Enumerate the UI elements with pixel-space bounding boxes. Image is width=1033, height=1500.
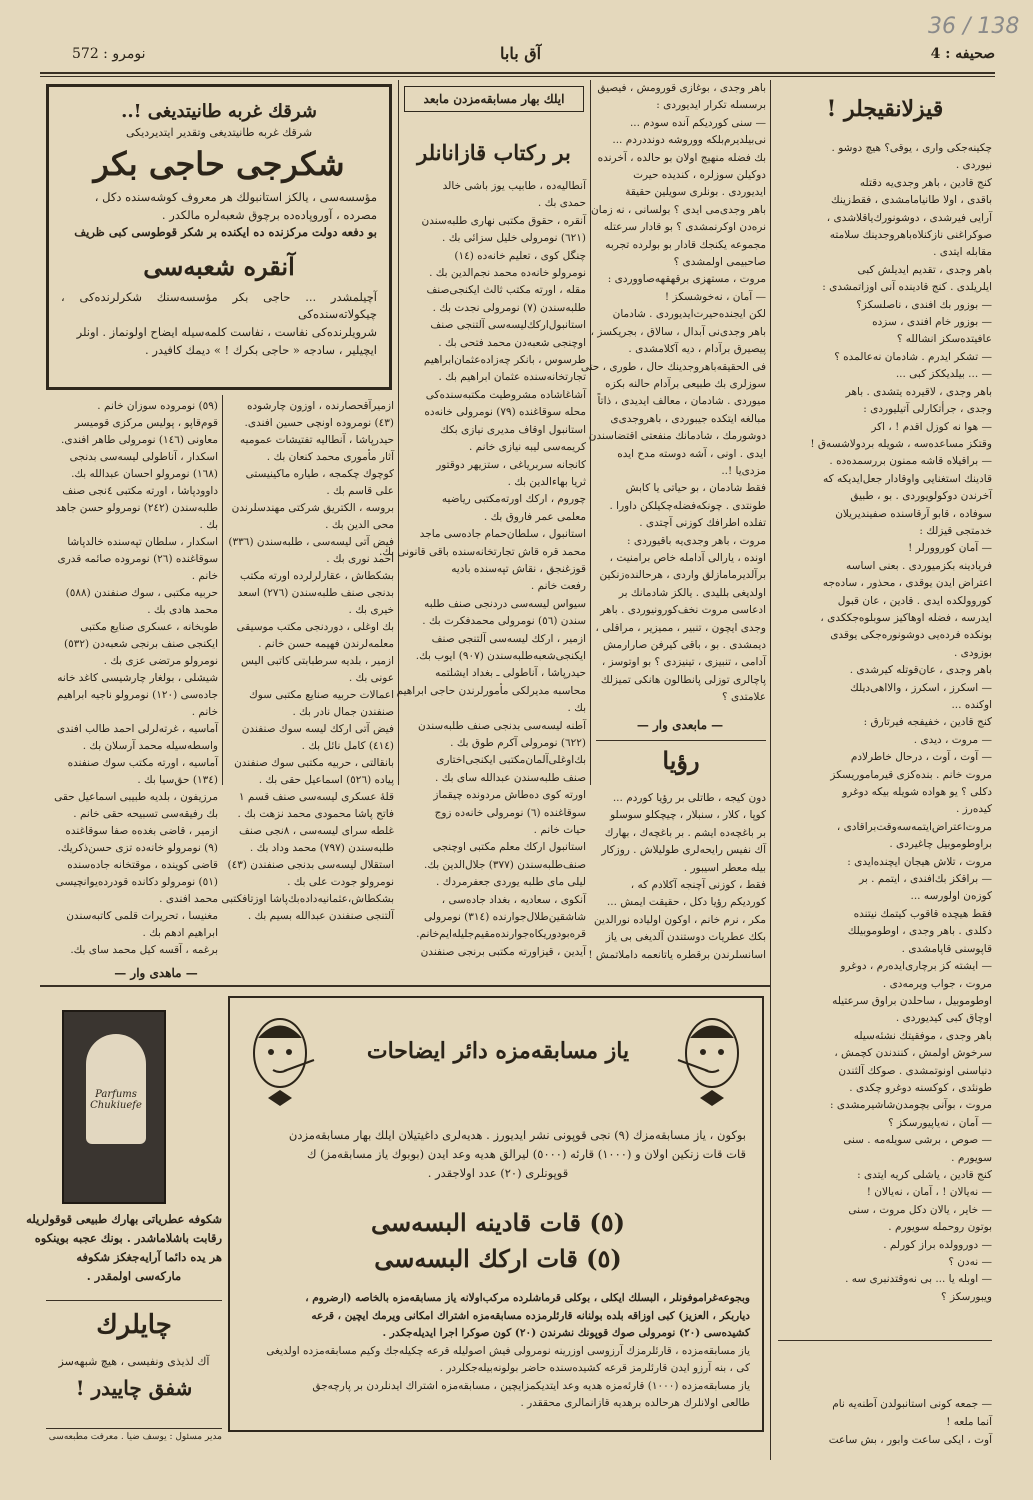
- text-line: برغمه ، آقسه كیل محمد سای بك.: [70, 944, 218, 956]
- contest-para-1: بوكون ، یاز مسابقه‌مزك (٩) نجی قوپونی نشر ایدیورز . هدیه‌لری داغیتیلان ایلك بهار مسابقه‌مزدن: [288, 1128, 746, 1142]
- text-line: آك نفیس رایحه‌لری طولیلاش . روزكار: [601, 844, 766, 857]
- text-line: (٤١٤) كامل نائل بك .: [301, 740, 394, 752]
- text-line: نومرولو مرتضی عزی بك .: [103, 655, 218, 667]
- text-line: حیدرپاشا ، آناطولی ـ بغداد ایشلتمه: [435, 667, 586, 680]
- text-line: — بوزور خام افندی ، سزده: [872, 316, 992, 329]
- text-line: سوفاده ، قابو آرقاسنده صفیندیریلان: [835, 507, 992, 520]
- text-line: صوكرا‌غنی نازكنلاه‌باهروجدینك سلامته: [829, 229, 992, 242]
- text-line: مروت ، تلاش هیجان ایچنده‌ایدی :: [847, 855, 992, 868]
- text-line: استانبول‌اركك‌لیسه‌سی آلتنجی صنف: [430, 319, 586, 332]
- masthead-rule-thin: [40, 76, 995, 77]
- text-line: (٦٢١) نومرولی خلیل سزائی بك .: [442, 232, 586, 245]
- text-line: — ... بیلدیككز كبی ...: [895, 368, 992, 381]
- editor-line: مدیر مسئول : یوسف ضیا . معرفت مطبعه‌سی: [48, 1432, 222, 1442]
- text-line: آخرندن دوكولویوردی . بو ، طبیق: [850, 490, 992, 503]
- text-line: پیصیرق برآدام ، دیه آكلامشدی .: [628, 343, 766, 356]
- text-line: — براقكز بك‌افندی ، ایتمم . بر: [859, 873, 992, 886]
- contest-para-9: یاز مسابقه‌مزده (١٠٠٠) قارئه‌مزه هدیه وعد ایتدیكمزایچین ، مسابقه‌مزه اشتراك ایدنلردن بر پارچه‌جق: [312, 1379, 750, 1392]
- text-line: علی قاسم بك .: [326, 485, 394, 497]
- text-line: بك .: [199, 519, 218, 531]
- text-line: ابراهیم ادهم بك .: [142, 927, 218, 939]
- text-line: مقله ، اورته مكتب ثالث ایكنجی‌صنف: [426, 284, 586, 297]
- perfume-text-3: هر یده دائما آرایه‌جغكز شكوفه: [76, 1250, 222, 1264]
- prize-men: (٥) قات اركك البسه‌سی: [374, 1244, 622, 1273]
- text-line: طونتدی . چونكه‌فضله‌چكیلكن داورا .: [609, 499, 766, 512]
- text-line: كوردیكم رؤیا دكل ، حقیقت ایمش ...: [606, 896, 766, 909]
- text-line: خیری بك .: [348, 604, 394, 616]
- text-line: قوم‌قاپو ، پولیس مركزی قومیسر: [74, 417, 218, 429]
- contest-para-8: كی ، بنه آرزو ایدن قارئلرمز قرعه كشیده‌سنده حاضر بولونه‌بیله‌جكلردر .: [439, 1362, 750, 1374]
- text-line: — مروت ، دیدی .: [913, 733, 992, 746]
- text-line: مزدی‌یا !..: [721, 464, 766, 477]
- text-line: فیض آتی اركك لیسه سوك صنفندن: [241, 723, 394, 735]
- contest-para-4: وبجوعه‌غراموفونلر ، البسلك ایكلی ، بوكلی قرماشلرده مركب‌اولانه‌ یاز مسابقه‌مزه بالخاصه (ارضروم ،: [305, 1292, 750, 1304]
- text-line: ازمیر ، بلدیه سرطبابتی كاتبی الیس: [241, 655, 394, 667]
- text-line: حیات خانم .: [533, 824, 586, 837]
- text-line: — براقیلاه‌ قاشه‌ ممنون بررسمده‌ده .: [829, 455, 992, 468]
- text-line: واسطه‌سیله محمد آرسلان بك .: [82, 740, 218, 752]
- text-line: سرخوش اولمش ، كنندندن كچمش ،: [834, 1047, 992, 1060]
- text-line: معلمه‌لرندن فهیمه حسن خانم .: [258, 638, 394, 650]
- story-rule: [596, 740, 766, 741]
- text-line: اوچاق كبی كیدیوردی .: [895, 1012, 992, 1025]
- text-line: فقط ، كوزنی آچنجه آكلادم كه ،: [630, 879, 766, 892]
- text-line: مجموعه‌ یكنجك قادار بو بولرده تجربه: [605, 238, 766, 251]
- text-line: كنج قادین ، خفیفجه فیرتارق :: [863, 716, 992, 729]
- text-line: اورته كوی ده‌طاش مردونده چیقماز: [433, 789, 586, 802]
- text-line: — آوت ، آوت ، درحال خاطرلادم: [850, 751, 992, 764]
- text-line: حیدرپاشا ، آنطالیه تفتیشات عمومیه: [240, 434, 394, 446]
- center-list: [378, 178, 586, 961]
- text-line: كوزه‌ن اولورسه ...: [910, 890, 992, 903]
- text-line: بشكطاش ، عقارلرلرده اورته مكتب: [240, 570, 394, 582]
- text-line: حمدی بك .: [537, 197, 586, 210]
- text-line: صنف طلبه‌سندن عبدالله سای بك .: [435, 771, 586, 784]
- text-line: آوت ، ایكی ساعت وابور ، بش ساعت: [828, 1434, 992, 1446]
- text-line: مبالغه ایتكده جیبوردی ، باهروجدی‌ی: [610, 412, 766, 425]
- contest-title: یاز مسابقه‌مزه دائر ایضاحات: [366, 1038, 630, 1064]
- right-headline: قیزلانقیجلر !: [826, 96, 944, 122]
- text-line: ایكنجی صنف برنجی شعبه‌دن (٥٣٢): [64, 638, 218, 650]
- text-line: سوزلری بك طبیعی برآدام حالنه بكزه‌: [605, 377, 766, 390]
- text-line: سندن (٥٦) نومرولی محمدفكرت بك .: [422, 615, 586, 628]
- text-line: باهر وجدی ، تقدیم ایدیلش كبی: [857, 263, 992, 276]
- issue-number: نومرو : 572: [72, 46, 146, 62]
- text-line: باهر وجدی ، بوغازی قورومش ، فیصیق: [597, 82, 766, 94]
- text-line: نومرولو خانه‌ده محمد نجم‌الدین بك .: [429, 267, 586, 280]
- archive-mark: 36 / 138: [928, 14, 1020, 39]
- text-line: آنقره ، حقوق مكتبی نهاری طلبه‌سندن: [421, 214, 586, 227]
- text-line: بك رفیقه‌سی تسبیحه حقی خانم .: [73, 808, 218, 820]
- text-line: استانبول اركك معلم مكتبی اوچنجی: [432, 841, 586, 854]
- text-line: چنگل كوی ، تعلیم خانه‌ده (١٤): [454, 249, 586, 262]
- text-line: — دوروولده براز كورلم .: [883, 1238, 992, 1251]
- text-line: تفلده‌ اطرافك كوزنی آچتدی .: [639, 517, 766, 530]
- contest-para-2: قات قات زنكین اولان و (١٠٠٠) قارئه (٥٠٠٠) لیرالق هدیه وعد ایدن (بوبوك یاز مسابقه‌مز) ك: [307, 1147, 746, 1161]
- text-line: آدامی ، تنبیزی ، تینیزدی ؟ بو اوتوسز ،: [601, 656, 766, 669]
- text-line: آطنه لیسه‌سی بدنجی صنف طلبه‌سندن: [418, 719, 586, 732]
- text-line: ازمیر ، قاضی بغده‌ه صفا سوقاغنده: [65, 825, 218, 837]
- text-line: كریمه‌سی لیبه نیازی خانم .: [469, 441, 586, 454]
- text-line: مغنیسا ، تحریرات قلمی كاتبه‌سندن: [66, 910, 218, 922]
- text-line: قره‌بودوریكاه‌جوارنده‌مقیم‌جلیله‌ایم‌خانم.: [416, 928, 586, 941]
- text-line: بونكده فرده‌یی دوشونوره‌جكی یوقدی: [830, 629, 992, 642]
- text-line: مروت خانم . بنده‌كزی قیرماموریسكز: [830, 768, 992, 781]
- dream-text: [588, 790, 766, 964]
- text-line: محاسبه مدیرلكی مأمورلرندن حاجی ابراهیم: [396, 684, 586, 697]
- ad-body-5: شرویلرنده‌كی نفاست ، نفاست كلمه‌سیله ایضاح اولونماز . اونلر: [76, 324, 377, 339]
- candy-name: شفق چاییدر !: [75, 1376, 193, 1400]
- text-line: ایدرسه ، فضله‌ اوهاكیز سوبلوه‌جككدی ،: [820, 611, 992, 624]
- text-line: فقط هیچده قاقوب كیتمك نیتنده: [853, 907, 992, 920]
- text-line: آنما ملعه !: [946, 1416, 992, 1428]
- text-line: بشكطاش،عثمانیه‌داده‌بك‌پاشا اوزتافكتبی: [221, 893, 394, 905]
- text-line: لكن ایجنده‌حیرت‌ایدیوردی . شادمان: [612, 308, 766, 321]
- ad-branch-title: آنقره شعبه‌سی: [143, 251, 295, 281]
- perfume-text-1: شكوفه عطریاتی بهارك طبیعی قوقولریله: [26, 1212, 222, 1226]
- text-line: خانم .: [191, 570, 218, 582]
- contest-para-10: طالعی اولانلرك هرحالده برهدیه قازانمالری محققدر .: [520, 1397, 750, 1409]
- ad-body-1: مؤسسه‌سی ، یالكز استانبولك هر معروف كوشه‌سنده دكل ،: [94, 190, 377, 204]
- text-line: وقتكز مساعده‌سه ، شویله بردولاشسه‌ق !: [810, 437, 992, 450]
- text-line: اوكنده ...: [951, 699, 992, 711]
- text-line: آثار مأموری محمد كنعان بك .: [266, 451, 394, 463]
- text-line: غلطه سرای لیسه‌سی ، ٨نجی صنف: [239, 825, 394, 837]
- text-line: شاشقین‌طلال‌جوارنده (٣١٤) نومرولی: [424, 911, 586, 924]
- story-text: [580, 80, 766, 707]
- ad-body-4: آچیلمشدر ... حاجی بكر مؤسسه‌سنك شكرلرنده‌كی ، چیكولاته‌سنده‌كی: [61, 289, 377, 322]
- text-line: باهر وجدی‌نی آبدال ، سالاق ، بجریكسز ،: [590, 325, 766, 338]
- text-line: سیواس لیسه‌سی دردنجی صنف طلبه: [424, 597, 586, 610]
- text-line: چكینه‌جكی واری ، یوقی؟ هیچ دوشو .: [831, 142, 992, 154]
- editor-rule: [46, 1428, 222, 1429]
- text-line: استانبول اوقاف مدیری نیازی بكك: [440, 423, 586, 436]
- text-line: احمد نوری بك .: [326, 553, 394, 565]
- col-sep-left: [222, 395, 223, 785]
- text-line: دكلی ؟ یو هواده شویله بیكه دوغرو: [842, 786, 992, 799]
- contest-para-7: یاز مسابقه‌مزده ، قارئلرمزك آرزوسی اوزرینه نومرولی فیش اصولیله قرعه چكیله‌جك وكیم مسابقه‌مزده اولدیغی: [266, 1344, 750, 1357]
- text-line: چوروم ، اركك اورته‌مكتبی ریاضیه: [441, 493, 586, 506]
- text-line: كانجانه سربریاغی ، ستزیهر دوقتور: [436, 458, 586, 471]
- text-line: — جمعه كونی استانبولدن آطنه‌یه نام: [832, 1398, 992, 1410]
- text-line: ویبورسكز ؟: [941, 1290, 992, 1303]
- ad-body-3: بو دفعه دولت مركزنده ده ایكنده بر شكر قوطوسی كبی ظریف: [74, 225, 377, 240]
- text-line: ادعاسی مروت نخف‌كورونیوردی . باهر: [600, 604, 766, 617]
- masthead: [40, 42, 995, 70]
- text-line: خانم .: [191, 706, 218, 718]
- text-line: فاتح پاشا محمودی محمد نزهت بك .: [237, 808, 394, 820]
- ad-brand: شكرجی حاجی بكر: [93, 145, 345, 183]
- story-signoff: — مابعدی وار —: [636, 718, 724, 732]
- text-line: مروت‌اعتراض‌ایتمه‌سه‌وقت‌براقادی ،: [836, 820, 992, 833]
- text-line: فقط شادمان ، بو حیاتی یا كابش: [625, 482, 766, 495]
- text-line: مكر ، نرم خانم ، اوكون اولیاده نورالدین: [594, 913, 766, 926]
- text-line: بك‌اوغلی‌آلمان‌مكتبی ایكنجی‌اختاری: [436, 754, 586, 767]
- text-line: طرسوس ، بانكر چه‌زاده‌عثمان‌ابراهیم: [423, 354, 586, 367]
- text-line: آنكوی ، سعادیه ، بغداد جاده‌سی ،: [441, 893, 586, 906]
- text-line: — هوا نه كوزل اقدم ! ، اكر: [871, 420, 992, 433]
- bottle-label: [86, 1034, 146, 1144]
- text-line: بك اوغلی ، دوردنجی مكتب موسیقی: [236, 621, 394, 633]
- text-line: كیده‌رز .: [956, 803, 992, 816]
- text-line: شیشلی ، بولغار چارشیسی كاغد خانه: [57, 672, 218, 684]
- text-line: اسانسلرندن برقطره یاتانعمه داملاتمش !: [588, 948, 766, 961]
- text-line: لیلی مای طلبه یوردی جعفرمردك .: [435, 876, 586, 889]
- text-line: استانبول ، سلطان‌حمام جاده‌سی ماجد: [419, 528, 586, 541]
- perfume-rule: [46, 1300, 222, 1301]
- winners-list-a: [221, 398, 394, 925]
- text-line: دكلدی . باهر وجدی ، اوطوموبیلك: [847, 925, 992, 938]
- text-line: آیدین ، قیزاورته‌ مكتبی برنجی صنفندن: [420, 945, 586, 958]
- perfume-text-2: رقابت باشلاماشدر . بونك عجبه بوینكوه: [34, 1231, 222, 1245]
- text-line: دون كیجه ، طاتلی بر رؤیا كوردم ...: [612, 792, 766, 804]
- center-headline: بر ركتاب قازانانلر: [417, 140, 571, 165]
- text-line: طونئدی ، كوكسنه دوغرو چكدی .: [849, 1081, 992, 1094]
- text-line: قادینك استغنایی واوقادار جعل‌ایدیكه كه: [823, 472, 992, 485]
- text-line: صاحبیمی اولمشدی ؟: [673, 256, 766, 269]
- center-banner: ایلك بهار مسابقه‌مزدن مابعد: [404, 86, 584, 112]
- text-line: نیوردی .: [955, 159, 992, 172]
- text-line: طوبخانه ، عسكری صنایع مكتبی: [80, 621, 218, 633]
- text-line: — آمان كوروورلر !: [908, 542, 992, 555]
- text-line: مروت ، جواب ویرمه‌دی .: [882, 977, 992, 990]
- text-line: (٥١) نومرولو دكانده قودرده‌یوانچیسی: [55, 876, 218, 888]
- face-illustration-left: [240, 1008, 320, 1118]
- text-line: بر باغچه‌ده ایشم . بر باغچه‌ك ، بهارك: [604, 826, 766, 839]
- text-line: — ایشته‌ كز برچاری‌ایده‌رم ، دوغرو: [840, 960, 992, 973]
- text-line: پیاده (٥٢٦) اسماعیل حقی بك .: [258, 774, 394, 786]
- text-line: مروت ، مستهزی برقهقهه‌صاووردی :: [607, 273, 766, 286]
- text-line: (٩) نومرولو خانه‌ده تزی حسن‌ذكریك.: [57, 842, 218, 854]
- text-line: مروت ، بوآنی‌ بچومدن‌شاشیرمشدی :: [829, 1099, 992, 1112]
- text-line: ازمیرآقحصارنده ، اوزون چارشوده: [247, 400, 394, 412]
- text-line: آلتنجی صنفندن عبدالله بسیم بك .: [247, 910, 394, 922]
- text-line: باهر وجدی‌می ایدی ؟ بولسانی ، نه زمان: [591, 203, 766, 216]
- text-line: سویورم .: [951, 1151, 992, 1164]
- text-line: خدمتجی قیزلك :: [919, 524, 992, 537]
- text-line: اونده ، یارالی آدامله خاص برامنیت ،: [609, 551, 766, 564]
- text-line: (١٦٨) نومرولو احسان عبدالله بك.: [71, 468, 218, 480]
- text-line: دوشورمك ، شادمانك منفعتی اقتضاسندن: [588, 430, 766, 443]
- text-line: ازمیر ، اركك لیسه‌سی آلتنجی صنف: [431, 632, 586, 645]
- text-line: دیمشدی . بو ، باقی كیرفن صارارمش: [603, 639, 766, 651]
- text-line: باهر وجدی ، عان‌قوتله كیرشدی .: [849, 664, 992, 677]
- text-line: صنف‌طلبه‌سندن (٣٧٧) جلال‌الدین بك.: [424, 858, 586, 871]
- face-illustration-right: [672, 1008, 752, 1118]
- dream-title: رؤیا: [662, 746, 700, 775]
- text-line: سوقاغنده (٦) نومرولی خانه‌ده زوج: [434, 806, 586, 819]
- text-line: — آمان ، نه‌خوشسكز !: [664, 290, 766, 303]
- text-line: — اوبله یا ... بی نه‌وقتدنبری سه .: [845, 1273, 992, 1286]
- text-line: — تشكر ایدرم . شادمان نه‌عالمده ؟: [834, 350, 992, 363]
- text-line: طلبه‌سندن (٧) نومرولی نجدت بك .: [432, 301, 586, 314]
- winners-list-b: [46, 398, 218, 959]
- text-line: بوزودی .: [953, 646, 992, 659]
- perfume-ad-text: [26, 1210, 222, 1286]
- text-line: — نه‌دن ؟: [948, 1256, 992, 1268]
- prize-women: (٥) قات قادینه البسه‌سی: [371, 1208, 625, 1237]
- text-line: طلبه‌سندن (٢٤٢) نومرولو حسن جاهد: [55, 502, 218, 514]
- text-line: فی الحقیقه‌باهروجدینك حال ، طوری ، حتی: [580, 360, 766, 373]
- text-line: كوچوك چكمجه ، طیاره ماكینیستی: [245, 468, 394, 480]
- text-line: براوطوموبیل چاغیردی .: [889, 838, 992, 851]
- text-line: آماسیه ، اورته مكتب سوك صنفنده: [67, 757, 218, 769]
- text-line: ثریا بهاءالدین بك .: [507, 475, 586, 488]
- text-line: عونی بك .: [348, 672, 394, 684]
- text-line: میوردی . شادمان ، معالف ایدیدی ، ذاتاً: [597, 395, 766, 408]
- perfume-logo-text: Parfums Chukiuefe: [90, 1089, 142, 1111]
- text-line: قاضی كوینده ، موقتخانه جاده‌سنده: [67, 859, 218, 871]
- text-line: ایكنجی‌شعبه‌طلبه‌سندن (٩٠٧) ایوب بك.: [415, 649, 586, 662]
- text-line: قلهٔ عسكری لیسه‌سی صنف قسم ١: [238, 791, 394, 803]
- haci-bekir-ad: [46, 84, 392, 390]
- text-line: فریادینه بكزمیوردی . بعنی اساسه: [846, 559, 992, 572]
- text-line: معلمی عمر فاروق بك .: [483, 510, 586, 523]
- text-line: جاده‌سی (١٢٠) نومرولو ناجیه ابراهیم: [56, 689, 218, 701]
- text-line: نی‌بیلدیرم‌بلكه ووروشه دونددردم ...: [612, 134, 766, 147]
- perfume-text-4: ماركه‌سی اولمقدر .: [86, 1269, 182, 1283]
- text-line: كوروولكده ایدی . قادین ، عان قبول: [837, 594, 992, 607]
- text-line: سوقاغنده (٢٦) نومروده صائمه قدری: [57, 553, 218, 565]
- text-line: برآلدیرمامازلق واردی ، هرحالنده‌زنكین: [599, 569, 766, 582]
- text-line: وجدی ، جرأتكارلی آتیلیوردی :: [863, 403, 992, 416]
- text-line: ایدی . اونی ، آشه دوسته مدح ایده: [617, 447, 766, 460]
- text-line: (١٣٤) حق‌سیا بك .: [137, 774, 218, 786]
- text-line: معاونی (١٤٦) نومرولی طاهر افندی.: [61, 434, 218, 446]
- text-line: اولدیغی بللیدی . یالكز شادمانك بر: [618, 586, 766, 599]
- text-line: — صوص ، برشی سویله‌مه . سنی: [843, 1134, 992, 1147]
- contest-para-6: كشیده‌سی (٢٠) نومرولی صوك قوپونك نشرندن (٢٠) كون صوكرا اجرا ایدیله‌جكدر .: [382, 1327, 750, 1339]
- ad-body-2: مصرده ، آوروپاده‌ده برچوق شعبه‌لره مالكدر .: [161, 207, 377, 222]
- text-line: آنطالیه‌ده ، طابیب یوز باشی خالد: [442, 180, 586, 192]
- text-line: رفعت خانم .: [530, 580, 586, 593]
- text-line: (٤٣) نومروده اونچی حسین افندی.: [244, 417, 394, 429]
- text-line: — بوزور بك افندی ، ناصلسكز؟: [856, 298, 992, 311]
- text-line: مقابله ایتدی .: [933, 246, 992, 259]
- text-line: تجارتخانه‌سنده عثمان ابراهیم بك .: [438, 371, 586, 384]
- text-line: پاچالری توزلی پانطالون هانكی تمیزلك: [600, 673, 766, 686]
- text-line: باهر وجدی ، موفقیتك نشئه‌سیله: [853, 1029, 992, 1042]
- text-line: بروسه ، الكتریق شركتی مهندسلرندن: [231, 502, 394, 514]
- text-line: آرایی فیرشدی ، دوشونورك‌یاقلاشدی ،: [826, 211, 992, 224]
- text-line: قوزغنجق ، نقاش تپه‌سنده بادیه: [451, 562, 586, 575]
- contest-para-3: قوپونلری (٢٠) عدد اولاجقدر .: [427, 1166, 569, 1180]
- text-line: اعتراض ایدن یوقدی ، محذور ، ساده‌جه: [822, 577, 992, 590]
- text-line: باهر وجدی ، لاقیرده یتشدی . باهر: [845, 385, 992, 398]
- text-line: كنج قادین ، یاشلی كریه ایتدی :: [857, 1168, 992, 1181]
- candy-text: آك لذیذی ونفیسی ، هیچ شبهه‌سز: [58, 1355, 210, 1368]
- ad-intro: شرقك غربه طانیتدیغی وتقدیر ایتدیردیكی: [125, 126, 313, 139]
- contest-box: [228, 996, 764, 1432]
- text-line: — خایر ، یالان دكل مروت ، سنی: [848, 1203, 992, 1216]
- text-line: نومرولو جودت علی بك .: [287, 876, 394, 888]
- text-line: اسكدار ، سلطان تپه‌سنده خالدپاشا: [67, 536, 218, 548]
- text-line: ایدیوردی . بونلری سویلین حقیقة‌: [625, 186, 766, 199]
- text-line: اوطوموبیل ، ساحلدن براوق سرعتیله: [832, 994, 992, 1007]
- text-line: طلبه‌سندن (٧٩٧) محمد وداد بك .: [249, 842, 394, 854]
- paper-name: آق بابا: [500, 44, 542, 63]
- text-line: داوودپاشا ، اورته مكتبی ٤نجی صنف: [62, 485, 218, 497]
- candy-title: چایلرك: [96, 1310, 172, 1340]
- text-line: — اسكرز ، اسكرز ، والااهی‌دیلك: [850, 681, 992, 694]
- contest-para-5: دیاربكر ، العزیز) كبی اوزاقه بلده بولنانه قارئلرمزده مسابقه‌مزه اشتراك امكانی ویرمك ایچین ، قرعه: [311, 1309, 750, 1322]
- text-line: آشاغاشاده مشروطیت مكتبه‌سنده‌كی: [425, 388, 586, 401]
- text-line: عافیتده‌سكز انشالله ؟: [896, 333, 992, 346]
- text-line: علامتدی ؟: [722, 691, 766, 704]
- ad-headline: شرقك غربه طانیتدیغی !..: [121, 101, 317, 122]
- text-line: محی الدین بك .: [325, 519, 394, 531]
- text-line: اعمالات حربیه صنایع مكتبی سوك: [249, 689, 394, 701]
- text-line: باقدی ، اولا طانیامامشدی ، فقط‌زینك: [830, 194, 992, 207]
- middle-rule: [40, 985, 770, 987]
- col-sep-1: [398, 80, 399, 785]
- text-line: (٥٩) نومروده سوزان خانم .: [97, 400, 218, 412]
- text-line: (٦٢٢) نومرولی آكرم طوق بك .: [450, 737, 586, 749]
- text-line: مروت ، باهر وجدی‌یه باقیوردی :: [627, 534, 766, 547]
- contest-intro: [250, 1126, 746, 1183]
- text-line: محمد هادی بك .: [147, 604, 218, 616]
- col-sep-3: [770, 80, 771, 1460]
- text-line: فیض آتی لیسه‌سی ، طلبه‌سندن (٣٣٦): [228, 536, 394, 548]
- text-line: مرزیفون ، بلدیه طبیبی اسماعیل حقی: [54, 791, 218, 803]
- ad-body-6: ایچیلیر ، سادجه « حاجی بكرك ! » دیمك كافیدر .: [145, 342, 377, 357]
- text-line: بك .: [567, 702, 586, 715]
- right-story: [778, 140, 992, 1306]
- right-footer-rule: [778, 1340, 992, 1341]
- text-line: آماسیه ، غرته‌لرلی احمد طالب افندی: [56, 723, 218, 735]
- text-line: — آمان ، نه‌یاپیورسكز ؟: [888, 1116, 992, 1129]
- contest-details: [246, 1290, 750, 1413]
- text-line: دنیاسنی اونوتمشدی . صوكك آلثندن: [838, 1064, 992, 1077]
- text-line: — نه‌یالان ! ، آمان ، نه‌یالان !: [866, 1186, 992, 1199]
- text-line: ایلریلدی . كنج قادینده‌ آنی‌ اوزاتمشدی :: [822, 281, 992, 294]
- text-line: قاپوسنی قاپامشدی .: [901, 942, 992, 955]
- text-line: صنفندن جمال نادر بك .: [292, 706, 394, 718]
- left-signoff: — ماهدی وار —: [114, 966, 198, 980]
- text-line: كنج قادین ، باهر وجدی‌یه دقتله: [859, 176, 992, 189]
- text-line: اسكدار ، آناطولی لیسه‌سی بدنجی: [69, 451, 218, 463]
- text-line: — سنی كوردیكم آنده سودم ...: [629, 116, 766, 129]
- text-line: بوتون روحمله سویورم .: [888, 1221, 992, 1234]
- text-line: دوكیلن سوزلره ، كندیده حیرت: [633, 169, 766, 182]
- text-line: بیله معطر اسیبور .: [683, 861, 766, 874]
- text-line: اوچنجی شعبه‌دن محمد فتحی بك .: [438, 336, 586, 349]
- text-line: حربیه مكتبی ، سوك صنفندن (٥٨٨): [65, 587, 218, 599]
- text-line: بانقالتی ، حربیه مكتبی سوك صنفندن: [234, 757, 394, 769]
- text-line: محمد قره قاش تجارتخانه‌سنده باقی قانونی بك.: [378, 545, 586, 558]
- text-line: نره‌دن اوكرنمشدی ؟ بو قادار سرعتله: [603, 221, 766, 234]
- page-number: صحیفه : 4: [930, 46, 995, 62]
- text-line: استقلال لیسه‌سی بدنجی صنفندن (٤٣): [227, 859, 394, 871]
- perfume-bottle-image: [62, 1010, 166, 1204]
- text-line: محله سوقاغنده (٧٩) نومرولی خانه‌ده: [424, 406, 586, 419]
- text-line: بدنجی صنف طلبه‌سندن (٢٧٦) اسعد: [237, 587, 394, 599]
- masthead-rule: [40, 72, 995, 74]
- text-line: كوپا ، كلار ، سنبلار ، چیچكلو سوسلو: [610, 809, 766, 822]
- text-line: برسسله تكرار ایدیوردی :: [656, 99, 766, 112]
- text-line: محمد افندی .: [159, 893, 218, 905]
- text-line: بكك عطریات دوستندن آلدیغی بی یاز: [605, 931, 766, 944]
- text-line: وجدی ایچون ، تنبیر ، ممیزیر ، مراقلی ،: [595, 621, 766, 634]
- text-line: بك فضله منهیج اولان بو حالده ، آخرنده: [597, 151, 766, 164]
- right-footer: [778, 1395, 992, 1449]
